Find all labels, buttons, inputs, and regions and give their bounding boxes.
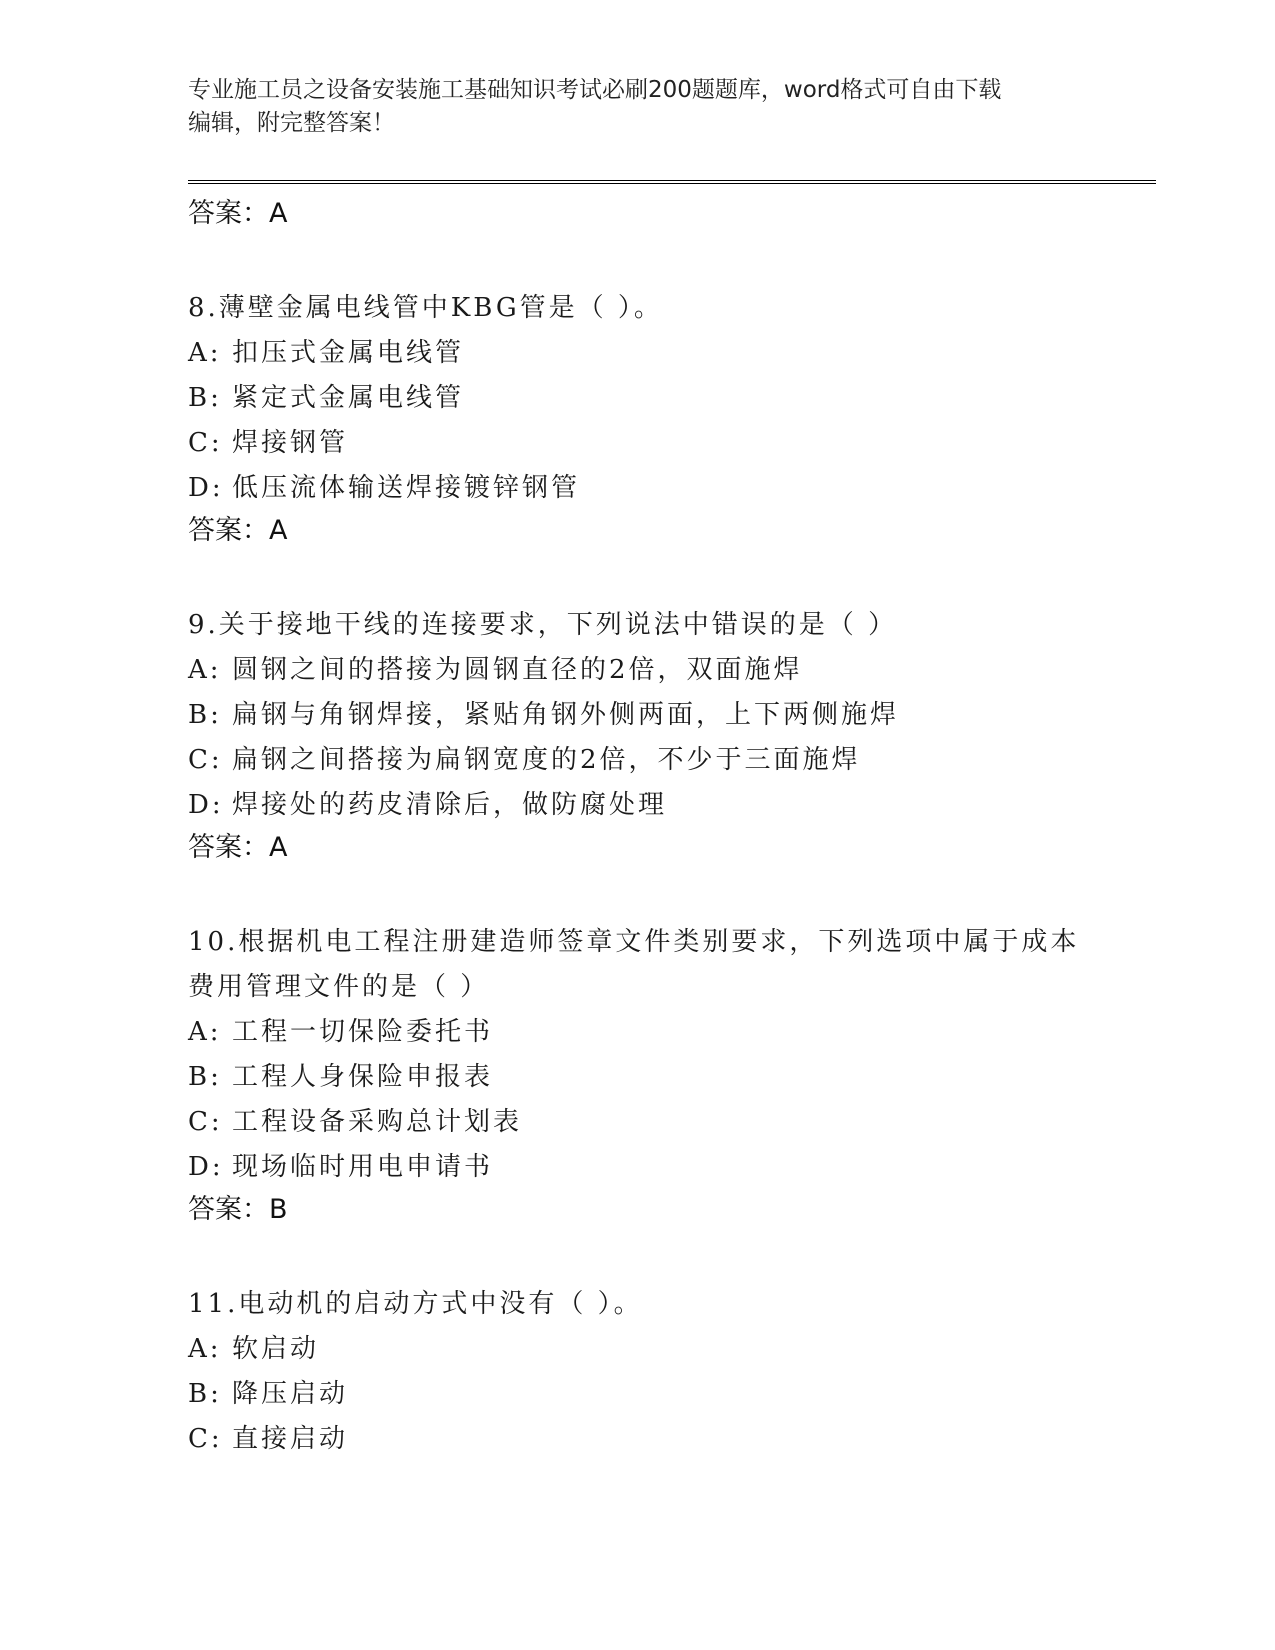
- question-9: [188, 603, 1118, 874]
- header-line-2: 编辑，附完整答案！: [188, 110, 395, 136]
- option-text: 焊接处的药皮清除后，做防腐处理: [232, 790, 668, 820]
- option-text: 工程人身保险申报表: [232, 1062, 494, 1092]
- option-letter: C:: [188, 428, 223, 458]
- option-b: [188, 693, 1118, 738]
- document-header: [188, 74, 1088, 140]
- option-a: [188, 1010, 1118, 1055]
- spacer: [188, 240, 1118, 286]
- option-letter: D:: [188, 473, 224, 503]
- question-stem: 11.电动机的启动方式中没有（ ）。: [188, 1289, 643, 1319]
- option-text: 直接启动: [232, 1424, 349, 1454]
- option-text: 软启动: [232, 1334, 320, 1364]
- question-11: [188, 1282, 1118, 1462]
- option-c: [188, 738, 1118, 783]
- question-stem: 9.关于接地干线的连接要求，下列说法中错误的是（ ）: [188, 610, 898, 640]
- option-text: 扣压式金属电线管: [232, 338, 465, 368]
- option-letter: A:: [188, 338, 222, 368]
- question-stem-line-1: 10.根据机电工程注册建造师签章文件类别要求，下列选项中属于成本: [188, 927, 1080, 957]
- spacer: [188, 1236, 1118, 1282]
- option-letter: D:: [188, 1152, 224, 1182]
- option-a: [188, 1327, 1118, 1372]
- spacer: [188, 557, 1118, 603]
- header-line-1: 专业施工员之设备安装施工基础知识考试必刷200题题库，word格式可自由下载: [188, 77, 1002, 103]
- question-10: [188, 920, 1118, 1236]
- option-a: [188, 331, 1118, 376]
- option-letter: D:: [188, 790, 224, 820]
- question-8: [188, 286, 1118, 557]
- answer: 答案：A: [188, 832, 288, 863]
- option-text: 降压启动: [232, 1379, 349, 1409]
- option-c: [188, 1417, 1118, 1462]
- option-text: 现场临时用电申请书: [232, 1152, 494, 1182]
- option-c: [188, 421, 1118, 466]
- option-letter: A:: [188, 1334, 222, 1364]
- option-a: [188, 648, 1118, 693]
- question-stem: 8.薄壁金属电线管中KBG管是（ ）。: [188, 293, 663, 323]
- option-text: 工程设备采购总计划表: [232, 1107, 523, 1137]
- option-letter: B:: [188, 1062, 222, 1092]
- option-text: 工程一切保险委托书: [232, 1017, 494, 1047]
- option-b: [188, 1372, 1118, 1417]
- option-letter: C:: [188, 1424, 223, 1454]
- option-d: [188, 783, 1118, 828]
- option-letter: A:: [188, 1017, 222, 1047]
- option-d: [188, 1145, 1118, 1190]
- option-text: 圆钢之间的搭接为圆钢直径的2倍，双面施焊: [232, 655, 803, 685]
- option-letter: C:: [188, 1107, 223, 1137]
- option-letter: B:: [188, 383, 222, 413]
- option-letter: B:: [188, 700, 222, 730]
- answer: 答案：B: [188, 1194, 288, 1225]
- option-d: [188, 466, 1118, 511]
- option-b: [188, 376, 1118, 421]
- option-letter: A:: [188, 655, 222, 685]
- option-text: 焊接钢管: [232, 428, 349, 458]
- answer-q7: 答案：A: [188, 198, 288, 229]
- document-body: [188, 194, 1118, 1462]
- option-text: 紧定式金属电线管: [232, 383, 465, 413]
- option-text: 扁钢之间搭接为扁钢宽度的2倍，不少于三面施焊: [232, 745, 861, 775]
- option-text: 低压流体输送焊接镀锌钢管: [232, 473, 581, 503]
- spacer: [188, 874, 1118, 920]
- question-stem-line-2: 费用管理文件的是（ ）: [188, 972, 490, 1002]
- option-letter: C:: [188, 745, 223, 775]
- option-text: 扁钢与角钢焊接，紧贴角钢外侧两面，上下两侧施焊: [232, 700, 900, 730]
- option-c: [188, 1100, 1118, 1145]
- option-letter: B:: [188, 1379, 222, 1409]
- option-b: [188, 1055, 1118, 1100]
- header-divider: [188, 180, 1156, 184]
- answer: 答案：A: [188, 515, 288, 546]
